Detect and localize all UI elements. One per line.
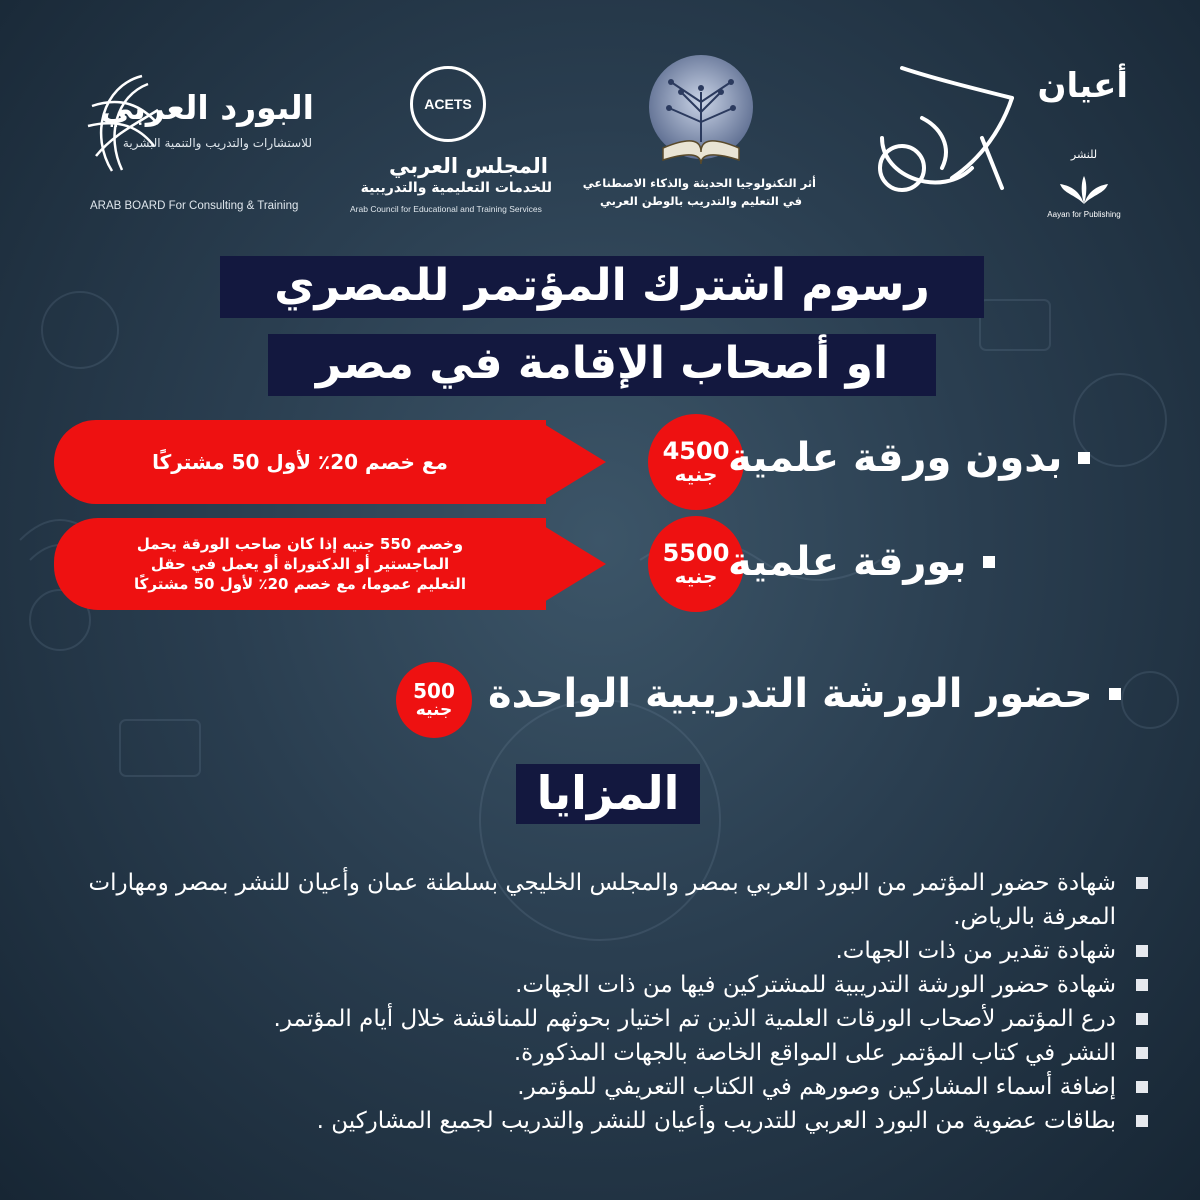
conference-title-line1: أثر التكنولوجيا الحديثة والذكاء الاصطناعي bbox=[582, 176, 816, 190]
fee-note-1: مع خصم 20٪ لأول 50 مشتركًا bbox=[54, 420, 546, 504]
bullet-square-icon bbox=[1136, 1081, 1148, 1093]
price-badge-3: 500 جنيه bbox=[396, 662, 472, 738]
fee-label-1: بدون ورقة علمية bbox=[728, 435, 1063, 481]
feature-item: بطاقات عضوية من البورد العربي للتدريب وأعيان للنشر والتدريب لجميع المشاركين . bbox=[38, 1104, 1148, 1138]
fee-item-2 bbox=[728, 532, 1148, 592]
fee-label-3: حضور الورشة التدريبية الواحدة bbox=[488, 671, 1093, 717]
features-list bbox=[38, 866, 1148, 1138]
conference-title-line2: في التعليم والتدريب بالوطن العربي bbox=[599, 194, 803, 208]
maharat-almarefa-logo bbox=[862, 58, 1022, 208]
acets-name-line1: المجلس العربي bbox=[389, 154, 548, 178]
fee-label-2: بورقة علمية bbox=[728, 539, 967, 585]
page-title-line2: او أصحاب الإقامة في مصر bbox=[268, 334, 936, 396]
bullet-square-icon bbox=[1136, 1047, 1148, 1059]
arrow-head-icon bbox=[544, 424, 606, 500]
bullet-square-icon bbox=[1136, 877, 1148, 889]
fee-note-2: وخصم 550 جنيه إذا كان صاحب الورقة يحمل الماجستير أو الدكتوراة أو يعمل في حقل التعليم عموما، مع خصم 20٪ لأول 50 مشتركًا bbox=[54, 518, 546, 610]
bullet-square-icon bbox=[1136, 979, 1148, 991]
fee-arrow-1 bbox=[54, 420, 622, 504]
aayan-english-name: Aayan for Publishing bbox=[1047, 210, 1121, 219]
acets-english-name: Arab Council for Educational and Training Services bbox=[350, 204, 542, 214]
bullet-square-icon bbox=[1136, 945, 1148, 957]
acets-name-line2: للخدمات التعليمية والتدريبية bbox=[360, 180, 552, 196]
acets-emblem-icon: ACETS bbox=[410, 66, 486, 142]
aayan-leaf-icon bbox=[1054, 174, 1114, 214]
feature-item: شهادة حضور الورشة التدريبية للمشتركين فيها من ذات الجهات. bbox=[38, 968, 1148, 1002]
feature-item: شهادة حضور المؤتمر من البورد العربي بمصر والمجلس الخليجي بسلطنة عمان وأعيان للنشر بمصر ومهارات المعرفة بالرياض. bbox=[38, 866, 1148, 934]
acets-logo bbox=[340, 66, 560, 216]
aayan-logo bbox=[1037, 62, 1128, 222]
bullet-square-icon bbox=[983, 556, 995, 568]
arab-board-name: البورد العربي bbox=[100, 88, 314, 127]
arab-board-tagline: للاستشارات والتدريب والتنمية البشرية bbox=[122, 136, 312, 150]
conference-logo bbox=[582, 52, 816, 212]
aayan-sub: للنشر bbox=[1070, 148, 1098, 161]
bullet-square-icon bbox=[1109, 688, 1121, 700]
arab-board-english-name: ARAB BOARD For Consulting & Training bbox=[90, 200, 299, 212]
arab-board-logo bbox=[82, 66, 318, 216]
page-title-line1: رسوم اشترك المؤتمر للمصري bbox=[220, 256, 984, 318]
ai-book-tree-icon bbox=[641, 52, 761, 170]
bullet-square-icon bbox=[1078, 452, 1090, 464]
bullet-square-icon bbox=[1136, 1013, 1148, 1025]
feature-item: درع المؤتمر لأصحاب الورقات العلمية الذين تم اختيار بحوثهم للمناقشة خلال أيام المؤتمر. bbox=[38, 1002, 1148, 1036]
fee-item-3 bbox=[488, 664, 1148, 724]
arrow-head-icon bbox=[544, 526, 606, 602]
features-title: المزايا bbox=[516, 764, 700, 824]
feature-item: شهادة تقدير من ذات الجهات. bbox=[38, 934, 1148, 968]
price-badge-1: 4500 جنيه bbox=[648, 414, 744, 510]
aayan-name: أعيان bbox=[1037, 66, 1128, 106]
price-badge-2: 5500 جنيه bbox=[648, 516, 744, 612]
bullet-square-icon bbox=[1136, 1115, 1148, 1127]
fee-arrow-2 bbox=[54, 518, 622, 610]
feature-item: النشر في كتاب المؤتمر على المواقع الخاصة بالجهات المذكورة. bbox=[38, 1036, 1148, 1070]
fee-item-1 bbox=[728, 428, 1148, 488]
feature-item: إضافة أسماء المشاركين وصورهم في الكتاب التعريفي للمؤتمر. bbox=[38, 1070, 1148, 1104]
